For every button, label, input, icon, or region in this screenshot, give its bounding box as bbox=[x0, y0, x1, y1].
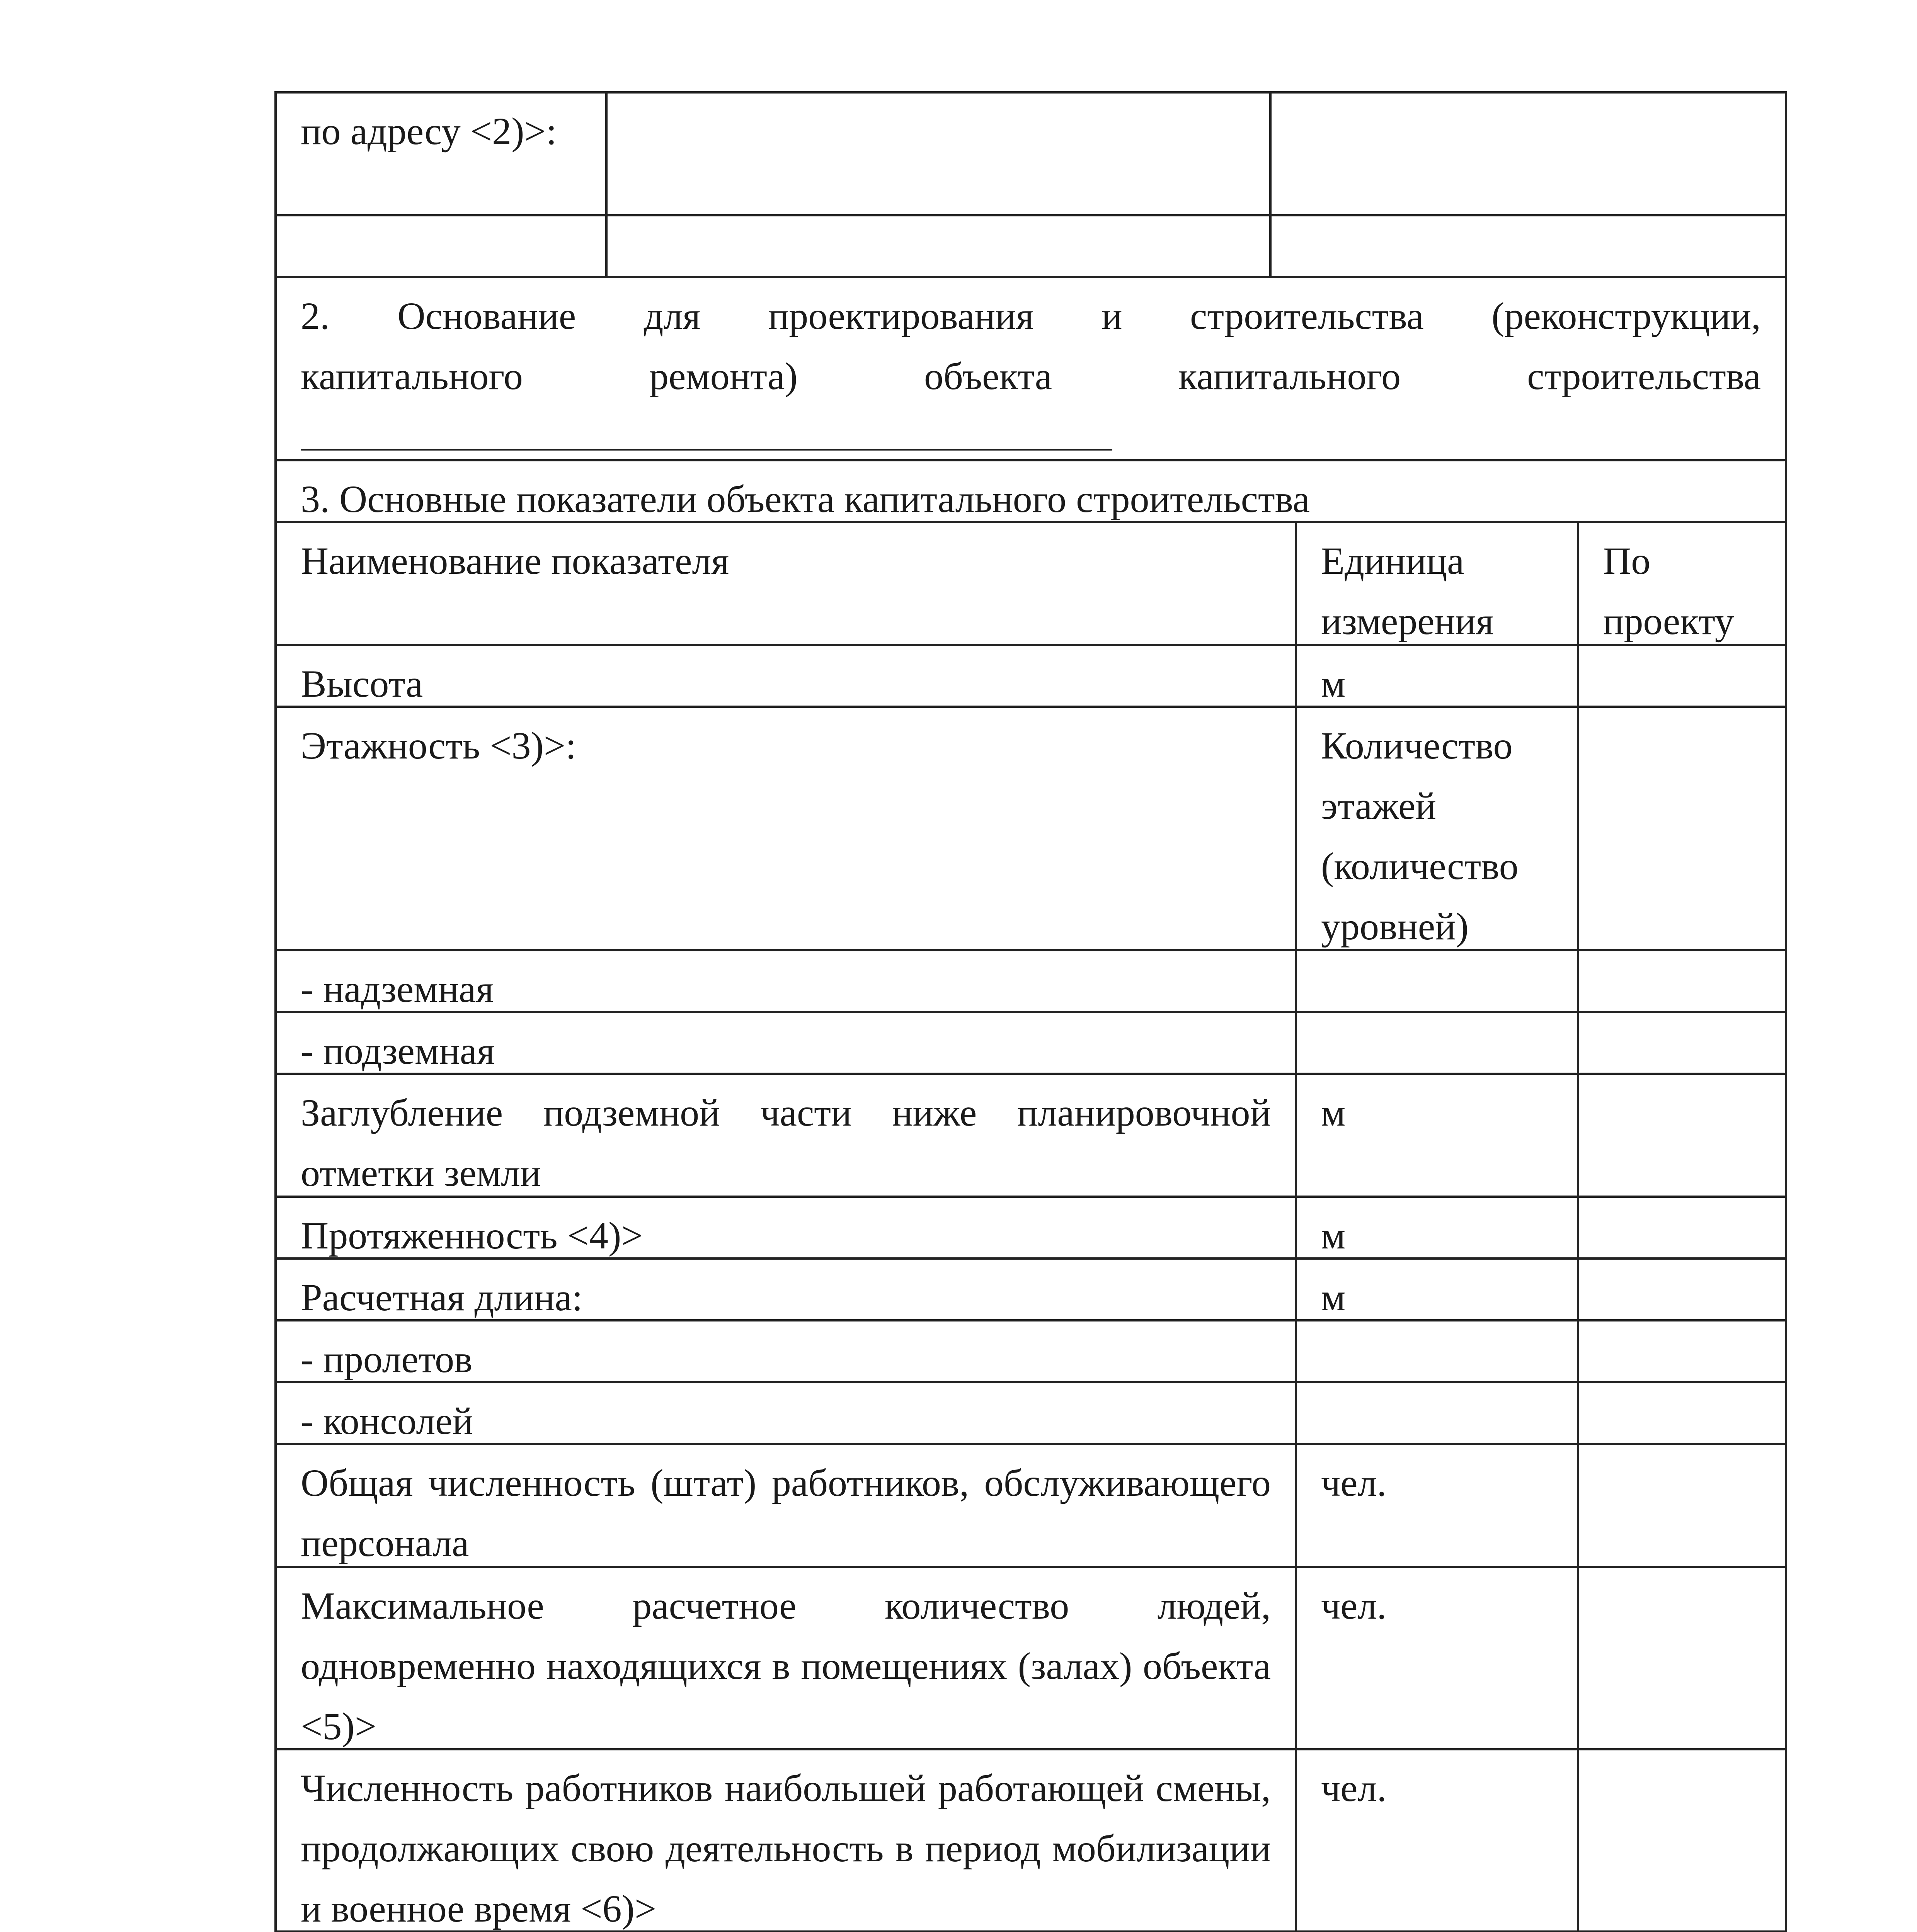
indicator-name: - надземная bbox=[301, 968, 494, 1010]
indicator-value-cell[interactable] bbox=[1577, 708, 1785, 949]
indicator-value-cell[interactable] bbox=[1577, 1013, 1785, 1073]
indicator-name: Заглубление подземной части ниже планировочной отметки земли bbox=[301, 1091, 1271, 1194]
blank-cell[interactable] bbox=[277, 216, 605, 276]
indicators-header-row bbox=[274, 521, 1787, 644]
indicator-row bbox=[274, 949, 1787, 1011]
indicator-unit: чел. bbox=[1295, 1750, 1577, 1930]
indicator-name: Протяженность <4)> bbox=[301, 1214, 643, 1257]
indicator-unit: м bbox=[1295, 1075, 1577, 1196]
indicator-row bbox=[274, 644, 1787, 706]
indicator-value-cell[interactable] bbox=[1577, 1750, 1785, 1930]
indicator-row bbox=[274, 1196, 1787, 1257]
indicator-row bbox=[274, 1319, 1787, 1381]
indicator-value-cell[interactable] bbox=[1577, 1383, 1785, 1443]
form-table bbox=[274, 91, 1787, 1932]
indicator-row bbox=[274, 706, 1787, 949]
address-blank-row bbox=[274, 214, 1787, 276]
indicator-unit: м bbox=[1295, 1260, 1577, 1319]
indicator-name: - пролетов bbox=[301, 1338, 473, 1381]
indicator-unit bbox=[1295, 1321, 1577, 1381]
indicator-unit: чел. bbox=[1295, 1568, 1577, 1748]
section-3-title: 3. Основные показатели объекта капитального строительства bbox=[301, 478, 1310, 520]
indicator-name: Численность работников наибольшей работающей смены, продолжающих свою деятельность в период мобилизации и военное время <6)> bbox=[301, 1767, 1271, 1930]
address-label: по адресу <2)>: bbox=[301, 110, 557, 153]
indicator-unit bbox=[1295, 1013, 1577, 1073]
indicator-unit: чел. bbox=[1295, 1445, 1577, 1566]
indicator-name: Этажность <3)>: bbox=[301, 724, 576, 767]
indicator-value-cell[interactable] bbox=[1577, 1568, 1785, 1748]
indicator-name: Общая численность (штат) работников, обслуживающего персонала bbox=[301, 1461, 1271, 1565]
indicator-value-cell[interactable] bbox=[1577, 646, 1785, 706]
indicator-name: Высота bbox=[301, 662, 423, 705]
indicator-row bbox=[274, 1073, 1787, 1196]
indicator-value-cell[interactable] bbox=[1577, 1198, 1785, 1257]
section-2-cell bbox=[277, 278, 1785, 459]
indicator-row bbox=[274, 1443, 1787, 1566]
indicator-value-cell[interactable] bbox=[1577, 951, 1785, 1011]
indicator-row bbox=[274, 1381, 1787, 1443]
section-2-row bbox=[274, 276, 1787, 459]
indicator-unit bbox=[1295, 951, 1577, 1011]
indicator-name: - подземная bbox=[301, 1029, 495, 1072]
indicator-name: - консолей bbox=[301, 1400, 473, 1442]
indicator-unit: Количество этажей (количество уровней) bbox=[1295, 708, 1577, 949]
header-unit: Единица измерения bbox=[1295, 523, 1577, 644]
indicator-row bbox=[274, 1566, 1787, 1748]
indicator-row bbox=[274, 1011, 1787, 1073]
section-2-line-2: капитального ремонта) объекта капитального строительства bbox=[301, 355, 1761, 398]
indicator-unit bbox=[1295, 1383, 1577, 1443]
blank-cell[interactable] bbox=[605, 216, 1269, 276]
blank-cell[interactable] bbox=[1269, 216, 1785, 276]
indicator-row bbox=[274, 1257, 1787, 1319]
indicator-unit: м bbox=[1295, 646, 1577, 706]
indicator-value-cell[interactable] bbox=[1577, 1445, 1785, 1566]
header-project: По проекту bbox=[1577, 523, 1785, 644]
indicator-row bbox=[274, 1748, 1787, 1930]
address-value-cell[interactable] bbox=[605, 94, 1269, 214]
header-name: Наименование показателя bbox=[301, 539, 729, 582]
indicator-value-cell[interactable] bbox=[1577, 1321, 1785, 1381]
indicator-name: Максимальное расчетное количество людей, одновременно находящихся в помещениях (залах) объекта <5)> bbox=[301, 1584, 1271, 1748]
address-extra-cell[interactable] bbox=[1269, 94, 1785, 214]
indicator-unit: м bbox=[1295, 1198, 1577, 1257]
section-3-title-row bbox=[274, 459, 1787, 521]
indicator-value-cell[interactable] bbox=[1577, 1075, 1785, 1196]
address-row bbox=[274, 91, 1787, 214]
section-2-line-1: 2. Основание для проектирования и строительства (реконструкции, bbox=[301, 294, 1761, 337]
indicator-value-cell[interactable] bbox=[1577, 1260, 1785, 1319]
indicator-row bbox=[274, 1930, 1787, 1932]
indicator-name: Расчетная длина: bbox=[301, 1276, 583, 1319]
